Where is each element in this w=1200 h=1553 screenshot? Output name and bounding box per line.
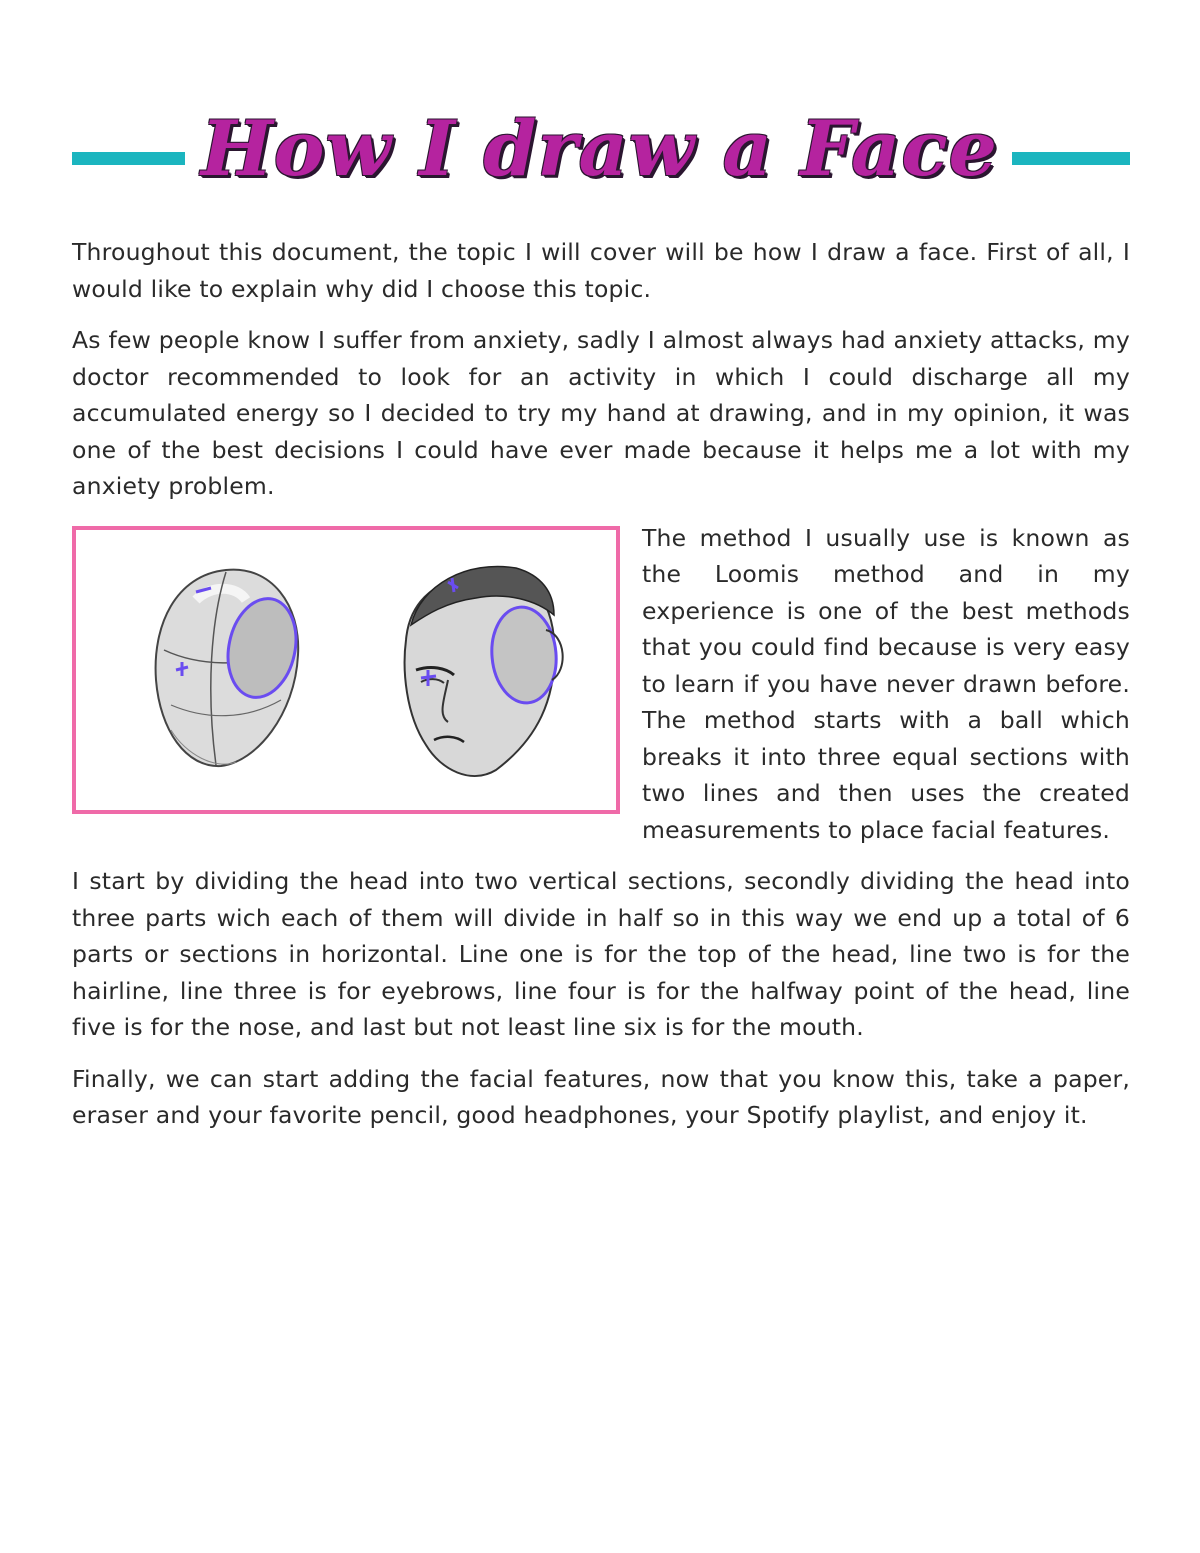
title-accent-bar-right [1012,152,1130,165]
document-body [72,234,1130,1149]
paragraph-finally: Finally, we can start adding the facial features, now that you know this, take a paper, eraser and your favorite pencil, good headphones, your Spotify playlist, and enjoy it. [72,1064,1130,1129]
page-title: How I draw a Face [200,104,999,193]
title-accent-bar-left [72,152,185,165]
loomis-ball-sketch [156,569,305,765]
paragraph-loomis-method: The method I usually use is known as the Loomis method and in my experience is one of the best methods that you could find because is very easy to learn if you have never drawn before. The method starts with a ball which breaks it into three equal sections with two lines and then uses the created measurements to place facial features. [642,523,1130,844]
title-row [72,96,1130,206]
paragraph-dividing-head: I start by dividing the head into two vertical sections, secondly dividing the head into three parts wich each of them will divide in half so in this way we end up a total of 6 parts or sections in horizontal. Line one is for the top of the head, line two is for the hairline, line three is for eyebrows, line four is for the halfway point of the head, line five is for the nose, and last but not least line six is for the mouth. [72,867,1130,1041]
loomis-head-illustration [72,526,620,814]
head-sketches [76,530,616,810]
face-sketch [405,566,563,775]
paragraph-anxiety: As few people know I suffer from anxiety, sadly I almost always had anxiety attacks, my doctor recommended to look for an activity in which I could discharge all my accumulated energy so I decided to try my hand at drawing, and in my opinion, it was one of the best decisions I could have ever made because it helps me a lot with my anxiety problem. [72,326,1130,500]
paragraph-intro: Throughout this document, the topic I will cover will be how I draw a face. First of all, I would like to explain why did I choose this topic. [72,238,1130,303]
